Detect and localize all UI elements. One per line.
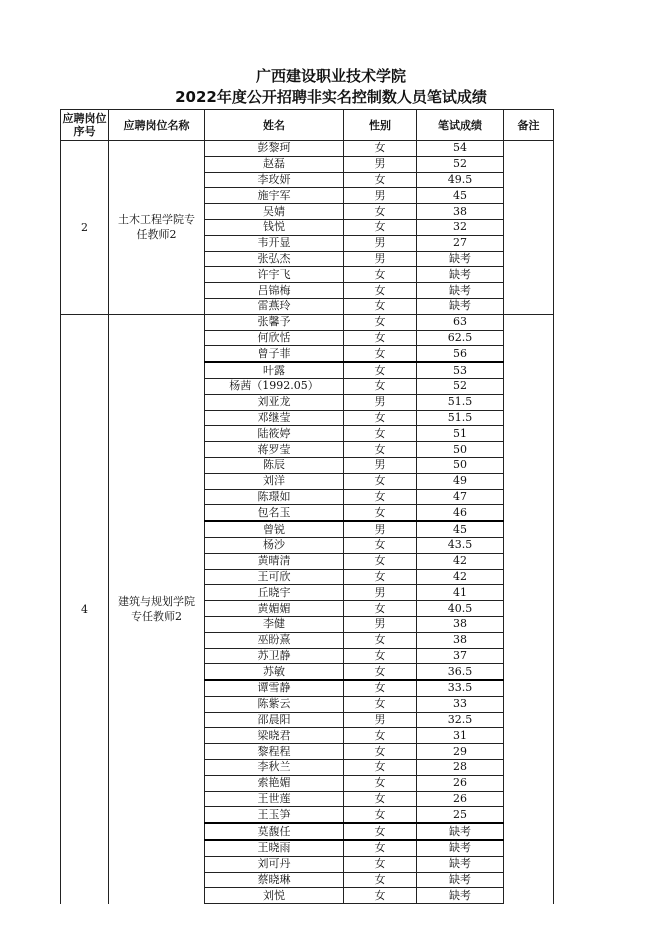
candidate-name-cell: 韦开显: [205, 235, 344, 251]
gender-cell: 女: [344, 840, 417, 856]
score-cell: 缺考: [417, 298, 504, 314]
score-table: [60, 109, 554, 904]
gender-cell: 女: [344, 760, 417, 776]
score-cell: 缺考: [417, 872, 504, 888]
score-cell: 53: [417, 362, 504, 378]
candidate-name-cell: 李玫妍: [205, 172, 344, 188]
gender-cell: 女: [344, 888, 417, 904]
candidate-name-cell: 巫盼熹: [205, 632, 344, 648]
candidate-name-cell: 王可欣: [205, 569, 344, 585]
candidate-name-cell: 梁晓君: [205, 728, 344, 744]
candidate-name-cell: 陆筱婷: [205, 426, 344, 442]
gender-cell: 男: [344, 394, 417, 410]
gender-cell: 女: [344, 314, 417, 330]
gender-cell: 男: [344, 251, 417, 267]
score-cell: 缺考: [417, 823, 504, 840]
gender-cell: 男: [344, 156, 417, 172]
gender-cell: 女: [344, 569, 417, 585]
candidate-name-cell: 王晓雨: [205, 840, 344, 856]
gender-cell: 女: [344, 537, 417, 553]
score-cell: 36.5: [417, 664, 504, 680]
candidate-name-cell: 何欣恬: [205, 330, 344, 346]
candidate-name-cell: 陈辰: [205, 457, 344, 473]
gender-cell: 男: [344, 457, 417, 473]
score-cell: 缺考: [417, 840, 504, 856]
gender-cell: 女: [344, 553, 417, 569]
candidate-name-cell: 张弘杰: [205, 251, 344, 267]
gender-cell: 女: [344, 219, 417, 235]
gender-cell: 女: [344, 728, 417, 744]
gender-cell: 女: [344, 823, 417, 840]
score-cell: 49.5: [417, 172, 504, 188]
candidate-name-cell: 曾子菲: [205, 346, 344, 362]
score-cell: 52: [417, 156, 504, 172]
candidate-name-cell: 邓继莹: [205, 410, 344, 426]
candidate-name-cell: 吕锦梅: [205, 283, 344, 299]
gender-cell: 女: [344, 298, 417, 314]
score-cell: 51.5: [417, 394, 504, 410]
gender-cell: 女: [344, 775, 417, 791]
candidate-name-cell: 刘可丹: [205, 856, 344, 872]
score-cell: 51: [417, 426, 504, 442]
gender-cell: 女: [344, 856, 417, 872]
candidate-name-cell: 李健: [205, 616, 344, 632]
gender-cell: 女: [344, 872, 417, 888]
score-cell: 51.5: [417, 410, 504, 426]
score-cell: 38: [417, 204, 504, 220]
candidate-name-cell: 包名玉: [205, 505, 344, 521]
candidate-name-cell: 苏卫静: [205, 648, 344, 664]
candidate-name-cell: 许宇飞: [205, 267, 344, 283]
gender-cell: 男: [344, 585, 417, 601]
score-cell: 26: [417, 791, 504, 807]
score-cell: 31: [417, 728, 504, 744]
candidate-name-cell: 李秋兰: [205, 760, 344, 776]
candidate-name-cell: 王玉笋: [205, 807, 344, 823]
score-cell: 32: [417, 219, 504, 235]
gender-cell: 男: [344, 521, 417, 537]
gender-cell: 男: [344, 188, 417, 204]
candidate-name-cell: 曾锐: [205, 521, 344, 537]
score-cell: 38: [417, 616, 504, 632]
gender-cell: 女: [344, 330, 417, 346]
score-cell: 缺考: [417, 251, 504, 267]
candidate-name-cell: 谭雪静: [205, 680, 344, 696]
gender-cell: 女: [344, 648, 417, 664]
document-title: 广西建设职业技术学院: [255, 67, 406, 85]
candidate-name-cell: 陈紫云: [205, 696, 344, 712]
score-cell: 63: [417, 314, 504, 330]
candidate-name-cell: 雷燕玲: [205, 298, 344, 314]
table-row: [61, 314, 554, 330]
gender-cell: 女: [344, 267, 417, 283]
candidate-name-cell: 施宇军: [205, 188, 344, 204]
candidate-name-cell: 赵磊: [205, 156, 344, 172]
gender-cell: 男: [344, 712, 417, 728]
gender-cell: 男: [344, 616, 417, 632]
candidate-name-cell: 苏敏: [205, 664, 344, 680]
candidate-name-cell: 蔡晓琳: [205, 872, 344, 888]
gender-cell: 女: [344, 601, 417, 617]
candidate-name-cell: 王世莲: [205, 791, 344, 807]
score-cell: 缺考: [417, 283, 504, 299]
candidate-name-cell: 叶露: [205, 362, 344, 378]
score-cell: 缺考: [417, 888, 504, 904]
header-gender: 性别: [344, 110, 417, 141]
score-cell: 缺考: [417, 267, 504, 283]
header-name: 姓名: [205, 110, 344, 141]
gender-cell: 女: [344, 696, 417, 712]
header-score: 笔试成绩: [417, 110, 504, 141]
candidate-name-cell: 索艳媚: [205, 775, 344, 791]
gender-cell: 女: [344, 283, 417, 299]
candidate-name-cell: 钱悦: [205, 219, 344, 235]
score-cell: 41: [417, 585, 504, 601]
position-name-cell: 建筑与规划学院专任教师2: [109, 314, 205, 903]
score-cell: 43.5: [417, 537, 504, 553]
gender-cell: 女: [344, 172, 417, 188]
gender-cell: 女: [344, 426, 417, 442]
score-cell: 33.5: [417, 680, 504, 696]
gender-cell: 女: [344, 744, 417, 760]
gender-cell: 女: [344, 362, 417, 378]
gender-cell: 女: [344, 791, 417, 807]
candidate-name-cell: 莫馥任: [205, 823, 344, 840]
gender-cell: 女: [344, 346, 417, 362]
header-note: 备注: [504, 110, 554, 141]
position-name-cell: 土木工程学院专任教师2: [109, 141, 205, 315]
candidate-name-cell: 杨茜（1992.05）: [205, 378, 344, 394]
score-cell: 42: [417, 553, 504, 569]
score-cell: 45: [417, 521, 504, 537]
score-cell: 45: [417, 188, 504, 204]
document-subtitle: 2022年度公开招聘非实名控制数人员笔试成绩: [175, 88, 487, 106]
gender-cell: 女: [344, 664, 417, 680]
score-cell: 25: [417, 807, 504, 823]
candidate-name-cell: 刘洋: [205, 473, 344, 489]
position-seq-cell: 4: [61, 314, 109, 903]
candidate-name-cell: 黎程程: [205, 744, 344, 760]
score-cell: 54: [417, 141, 504, 157]
gender-cell: 女: [344, 505, 417, 521]
score-cell: 50: [417, 442, 504, 458]
gender-cell: 女: [344, 489, 417, 505]
candidate-name-cell: 杨沙: [205, 537, 344, 553]
gender-cell: 女: [344, 632, 417, 648]
score-cell: 33: [417, 696, 504, 712]
header-seq: 应聘岗位序号: [61, 110, 109, 141]
candidate-name-cell: 吴婧: [205, 204, 344, 220]
note-cell: [504, 141, 554, 315]
score-cell: 32.5: [417, 712, 504, 728]
candidate-name-cell: 刘悦: [205, 888, 344, 904]
candidate-name-cell: 丘晓宇: [205, 585, 344, 601]
score-cell: 40.5: [417, 601, 504, 617]
score-cell: 50: [417, 457, 504, 473]
gender-cell: 女: [344, 141, 417, 157]
score-cell: 27: [417, 235, 504, 251]
score-cell: 47: [417, 489, 504, 505]
gender-cell: 女: [344, 378, 417, 394]
gender-cell: 女: [344, 680, 417, 696]
candidate-name-cell: 黄媚媚: [205, 601, 344, 617]
gender-cell: 女: [344, 410, 417, 426]
score-cell: 56: [417, 346, 504, 362]
score-cell: 62.5: [417, 330, 504, 346]
score-cell: 28: [417, 760, 504, 776]
score-cell: 52: [417, 378, 504, 394]
candidate-name-cell: 陈璟如: [205, 489, 344, 505]
score-cell: 29: [417, 744, 504, 760]
candidate-name-cell: 刘亚龙: [205, 394, 344, 410]
score-cell: 37: [417, 648, 504, 664]
candidate-name-cell: 张馨予: [205, 314, 344, 330]
position-seq-cell: 2: [61, 141, 109, 315]
gender-cell: 女: [344, 473, 417, 489]
candidate-name-cell: 彭黎珂: [205, 141, 344, 157]
note-cell: [504, 314, 554, 903]
gender-cell: 女: [344, 807, 417, 823]
candidate-name-cell: 蒋罗莹: [205, 442, 344, 458]
table-row: [61, 141, 554, 157]
candidate-name-cell: 邵晨阳: [205, 712, 344, 728]
score-cell: 49: [417, 473, 504, 489]
score-cell: 42: [417, 569, 504, 585]
header-position: 应聘岗位名称: [109, 110, 205, 141]
score-cell: 缺考: [417, 856, 504, 872]
score-cell: 46: [417, 505, 504, 521]
gender-cell: 男: [344, 235, 417, 251]
gender-cell: 女: [344, 442, 417, 458]
header-row: [61, 110, 554, 141]
score-cell: 38: [417, 632, 504, 648]
gender-cell: 女: [344, 204, 417, 220]
candidate-name-cell: 黄晴清: [205, 553, 344, 569]
score-cell: 26: [417, 775, 504, 791]
